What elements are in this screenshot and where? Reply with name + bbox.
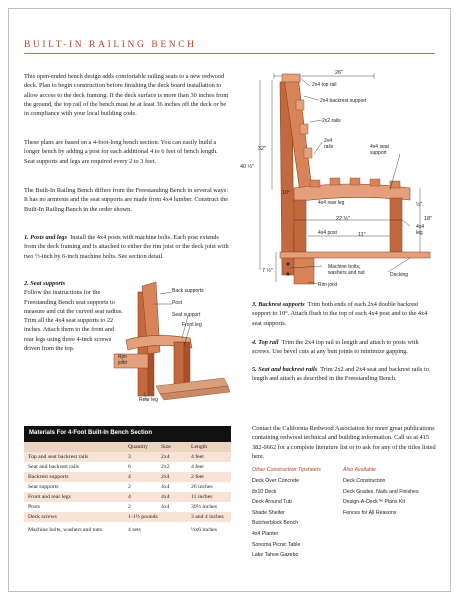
materials-row <box>24 512 231 522</box>
material-quantity: 4 <box>128 494 131 500</box>
materials-body <box>24 452 231 538</box>
material-item: Machine bolts, washers and nuts <box>28 527 103 533</box>
literature-item: Sonoma Picnic Table <box>252 541 301 548</box>
material-quantity: 2 <box>128 484 131 490</box>
literature-item: Lake Tahoe Gazebo <box>252 552 299 559</box>
materials-row <box>24 472 231 482</box>
intro-paragraph-3: The Built-In Railing Bench differs from the Freestanding Bench in several ways: It has no armrests and the seat supports are made from 4x4 lumber. Construct the Built-In Railing Bench in the order shown. <box>24 187 229 213</box>
label-post: Post <box>172 300 183 306</box>
material-length: 11 inches <box>191 494 213 500</box>
step-5-body: Trim 2x2 and 2x4 seat and backrest rails to length and attach as described in the Freestanding Bench. <box>252 366 429 383</box>
literature-col1-list <box>252 476 342 561</box>
materials-row <box>24 492 231 502</box>
step-2-body: Follow the instructions for the Freestanding Bench seat supports to measure and cut the curved seat radius. Trim all the 4x4 seat supports to 22 inches. Attach them to the front and rear legs using three 4-inch screws driven from the top. <box>24 289 123 353</box>
material-size: 2x2 <box>161 464 170 470</box>
materials-columns <box>24 442 231 452</box>
literature-item: 8x10 Deck <box>252 488 277 495</box>
dim-angle: 10° <box>282 190 291 196</box>
materials-col-quantity: Quantity <box>128 444 148 450</box>
intro-paragraph-2: These plans are based on a 4-foot-long bench section. You can easily build a longer bench by adding a post for each additional 4 to 6 feet of bench length. Seat supports and legs are required every 2 to 3 feet. <box>24 139 218 165</box>
material-quantity: 3 <box>128 454 131 460</box>
front-leg-shape <box>174 342 184 386</box>
section-top-rail <box>282 74 300 82</box>
step-1-heading: 1. Posts and legs <box>24 234 68 241</box>
material-item: Deck screws <box>28 514 57 520</box>
materials-row <box>24 522 231 538</box>
label-front-leg: Front leg <box>182 322 202 328</box>
material-item: Top and seat backrest rails <box>28 454 89 460</box>
label-2x2-rails: 2x2 rails <box>322 118 341 124</box>
label-rim-joist-section: Rim joist <box>318 282 338 288</box>
step-3-heading: 3. Backrest supports <box>252 301 305 308</box>
section-front-leg <box>390 198 402 252</box>
intro-paragraph-1: This open-ended bench design adds comfortable railing seats to a new redwood deck. Plan to begin construction before finishing the deck board installation to allow access to the deck framing. If the deck surface is more than 30 inches from the ground, the top rail of the bench must be at least 36 inches off the deck or be in compliance with your local building code. <box>24 73 229 118</box>
label-leg-section: 4x4 leg <box>416 224 425 236</box>
dim-leg-spacing: 11" <box>358 232 366 238</box>
step-4 <box>252 338 437 357</box>
literature-item: Design-A-Deck™ Plans Kit <box>343 499 405 506</box>
contact-text: Contact the California Redwood Association for more great publications containing redwood technical and building information. Call us at 415 382-0662 for a complete literature list or to ask for any of the titles listed here. <box>252 425 436 460</box>
material-quantity: 4 <box>128 474 131 480</box>
literature-item: 4x4 Planter <box>252 530 279 537</box>
material-size: 4x4 <box>161 484 170 490</box>
step-4-body: Trim the 2x4 top rail to length and attach to posts with screws. Use bevel cuts at any butt joints to minimize gapping. <box>252 339 419 356</box>
material-quantity: 6 <box>128 464 131 470</box>
material-length: 2 feet <box>191 474 204 480</box>
label-seat-support-section: 4x4 seat support <box>370 144 389 156</box>
literature-col2-list <box>343 476 443 518</box>
materials-heading: Materials For 4-Foot Built-In Bench Section <box>24 426 231 442</box>
material-quantity: 2 <box>128 504 131 510</box>
material-size: 4x4 <box>161 504 170 510</box>
literature-item: Fences for All Reasons <box>343 509 397 516</box>
material-item: Posts <box>28 504 41 510</box>
dim-overhang: ½" <box>416 202 423 208</box>
literature-item: Deck Over Concrete <box>252 478 299 484</box>
material-quantity: 4 sets <box>128 527 141 533</box>
literature-col2-heading: Also Available <box>343 467 376 473</box>
label-seat-support: Seat support <box>172 312 201 318</box>
materials-col-length: Length <box>191 444 208 450</box>
step-1-body: Install the 4x4 posts with machine bolts. Each post extends from the deck framing and is attached to either the rim joist or the deck joist with two ½-inch by 6-inch machine bolts. See section detail. <box>24 234 229 260</box>
material-length: 4 feet <box>191 464 204 470</box>
step-2 <box>24 279 124 353</box>
page-title: BUILT-IN RAILING BENCH <box>24 40 197 50</box>
material-item: Seat and backrest rails <box>28 464 80 470</box>
material-length: 26 inches <box>191 484 213 490</box>
material-item: Backrest supports <box>28 474 69 480</box>
step-1 <box>24 233 229 261</box>
label-rim-joist-small: Rim joist <box>118 354 127 366</box>
literature-item: Deck Around Tub <box>252 499 292 506</box>
step-3 <box>252 300 437 328</box>
literature-col1-heading: Other Construction Tipsheets <box>252 467 321 473</box>
materials-row <box>24 452 231 462</box>
step-5-heading: 5. Seat and backrest rails <box>252 366 318 373</box>
label-top-rail: 2x4 top rail <box>312 82 337 88</box>
step-2-heading: 2. Seat supports <box>24 280 66 287</box>
material-length: 3 and 4 inches <box>191 514 224 520</box>
material-size: 4x4 <box>161 494 170 500</box>
label-rear-leg-section: 4x4 rear leg <box>318 200 345 206</box>
literature-item: Butcherblock Bench <box>252 520 299 527</box>
material-item: Seat supports <box>28 484 59 490</box>
dim-post-below: 7 ½" <box>262 268 273 274</box>
materials-row <box>24 482 231 492</box>
section-rim-joist <box>294 258 314 284</box>
label-post-section: 4x4 post <box>318 230 337 236</box>
title-rule <box>24 53 435 54</box>
literature-item: Deck Grades, Nails and Finishes <box>343 488 419 495</box>
step-3-body: Trim both ends of each 2x4 double backrest support to 10°. Attach flush to the top of each 4x4 post and to the 4x4 seat supports. <box>252 301 428 327</box>
dim-seat-height: 18" <box>424 216 432 222</box>
literature-item: Deck Construction <box>343 478 386 484</box>
label-2x4-rails: 2x4 rails <box>324 138 334 150</box>
material-length: 4 feet <box>191 454 204 460</box>
material-length: 39½ inches <box>191 504 217 510</box>
label-rear-leg: Rear leg <box>139 397 158 403</box>
material-size: 2x4 <box>161 454 170 460</box>
material-quantity: 1-1½ pounds <box>128 514 158 520</box>
materials-table <box>24 426 231 538</box>
dim-height-total: 40 ½" <box>240 164 254 170</box>
material-length: ½x6 inches <box>191 527 217 533</box>
step-5 <box>252 365 437 384</box>
section-rear-leg <box>294 200 306 252</box>
label-back-supports: Back supports <box>172 288 204 294</box>
materials-col-size: Size <box>161 444 171 450</box>
dim-height-back: 32" <box>258 146 266 152</box>
material-size: 2x4 <box>161 474 170 480</box>
material-item: Front and rear legs <box>28 494 71 500</box>
label-backrest-support: 2x4 backrest support <box>320 98 367 104</box>
dim-width: 26" <box>335 70 343 76</box>
label-decking: Decking <box>390 272 409 278</box>
label-bolts: Machine bolts, washers and nut <box>328 264 365 276</box>
materials-row <box>24 462 231 472</box>
literature-item: Shade Shelter <box>252 509 285 516</box>
step-4-heading: 4. Top rail <box>252 339 279 346</box>
dim-depth: 22 ½" <box>336 216 350 222</box>
section-decking <box>280 252 430 258</box>
materials-row <box>24 502 231 512</box>
